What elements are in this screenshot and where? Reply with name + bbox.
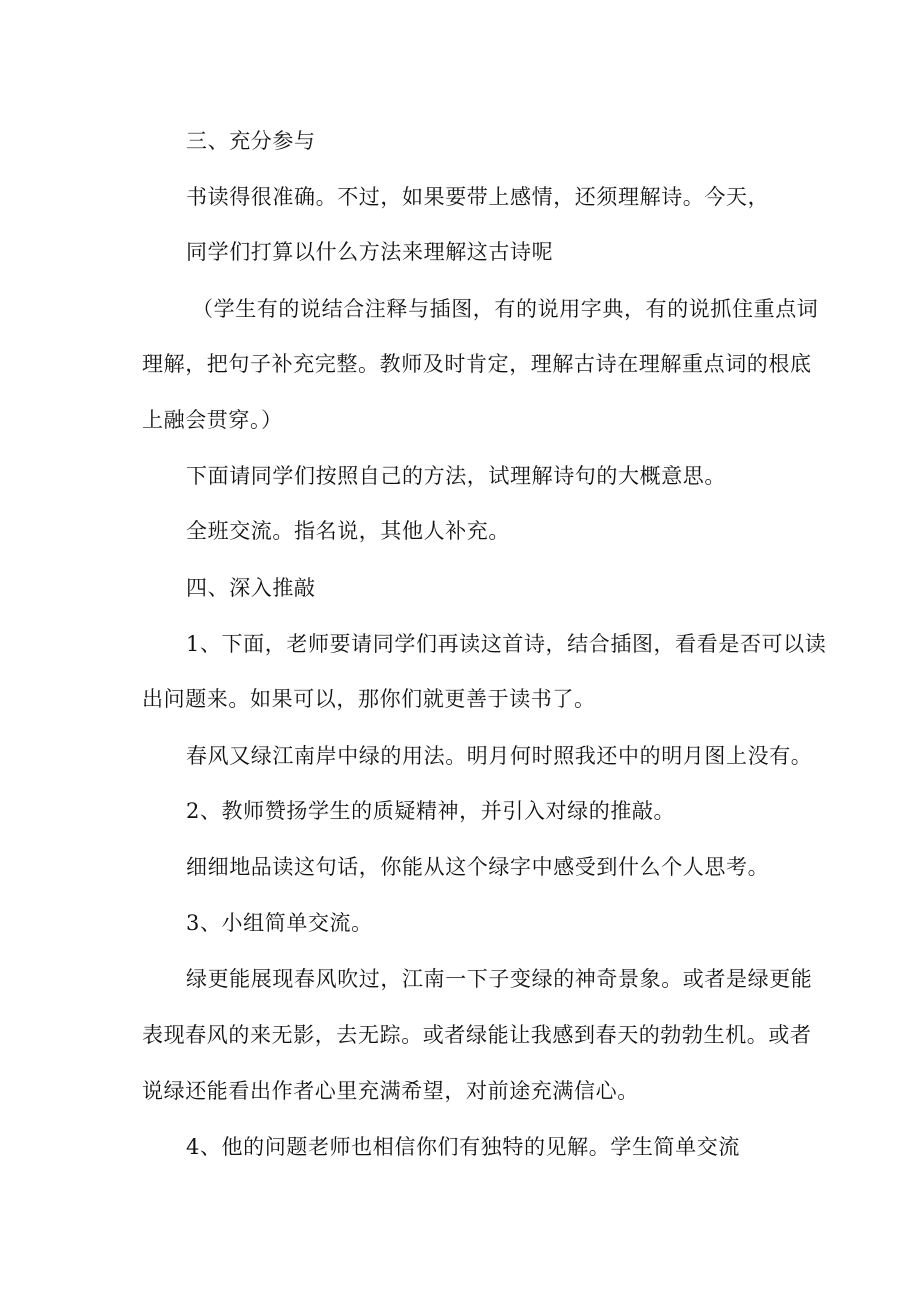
paragraph-line: 理解，把句子补充完整。教师及时肯定，理解古诗在理解重点词的根底	[142, 352, 812, 376]
paragraph-line: 3、小组简单交流。	[186, 911, 373, 935]
paragraph-line: 细细地品读这句话，你能从这个绿字中感受到什么个人思考。	[186, 855, 770, 879]
paragraph-line: 下面请同学们按照自己的方法，试理解诗句的大概意思。	[186, 464, 726, 488]
paragraph-line: 书读得很准确。不过，如果要带上感情，还须理解诗。今天，	[186, 185, 770, 209]
paragraph-line: 同学们打算以什么方法来理解这古诗呢	[186, 240, 554, 264]
paragraph-line: 春风又绿江南岸中绿的用法。明月何时照我还中的明月图上没有。	[186, 744, 813, 768]
paragraph-line: 表现春风的来无影，去无踪。或者绿能让我感到春天的勃勃生机。或者	[142, 1023, 812, 1047]
section-heading-deep-analysis: 四、深入推敲	[186, 576, 316, 600]
paragraph-line: 全班交流。指名说，其他人补充。	[186, 519, 510, 543]
paragraph-line: 上融会贯穿。）	[142, 408, 283, 432]
paragraph-line: 2、教师赞扬学生的质疑精神，并引入对绿的推敲。	[186, 799, 676, 823]
paragraph-line: 1、下面，老师要请同学们再读这首诗，结合插图，看看是否可以读	[186, 632, 827, 656]
paragraph-line: （学生有的说结合注释与插图，有的说用字典，有的说抓住重点词	[192, 297, 819, 321]
paragraph-line: 出问题来。如果可以，那你们就更善于读书了。	[142, 687, 596, 711]
paragraph-line: 说绿还能看出作者心里充满希望，对前途充满信心。	[142, 1079, 639, 1103]
paragraph-line: 绿更能展现春风吹过，江南一下子变绿的神奇景象。或者是绿更能	[186, 967, 813, 991]
section-heading-participate: 三、充分参与	[186, 129, 316, 153]
paragraph-line: 4、他的问题老师也相信你们有独特的见解。学生简单交流	[186, 1135, 740, 1159]
